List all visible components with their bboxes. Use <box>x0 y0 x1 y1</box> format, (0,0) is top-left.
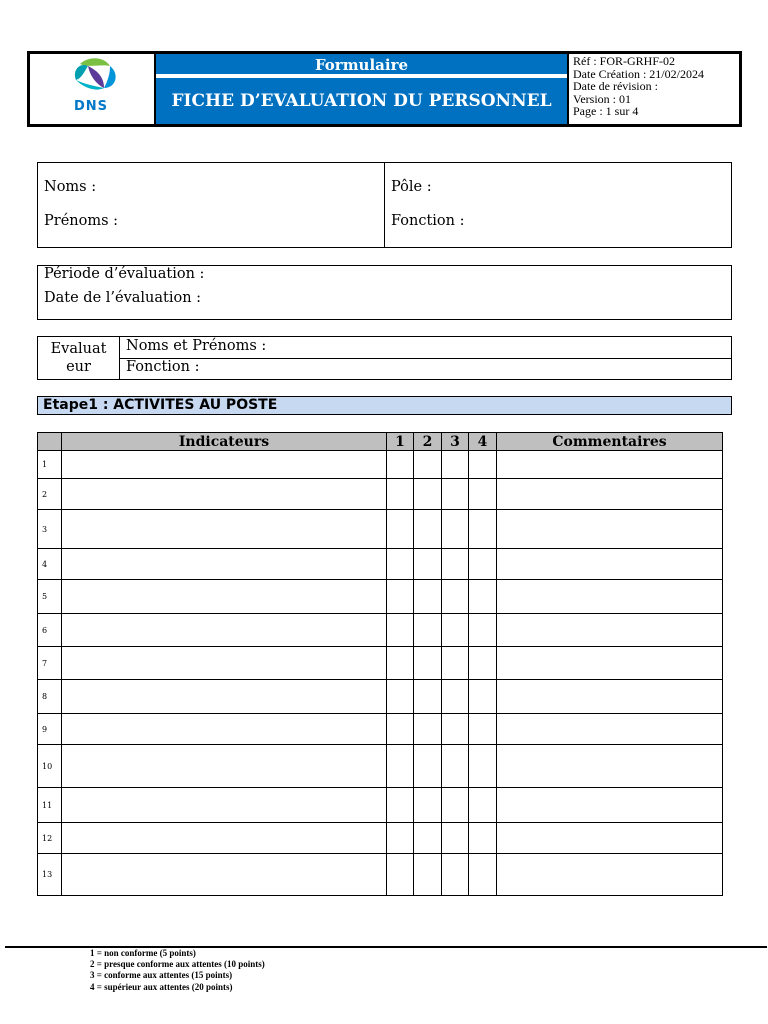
evaluator-box <box>37 336 732 380</box>
dns-logo-icon <box>70 58 120 92</box>
score-4-cell[interactable] <box>469 479 497 510</box>
evaluator-fonction-field[interactable]: Fonction : <box>126 359 200 375</box>
legend-item: 1 = non conforme (5 points) <box>90 948 196 958</box>
comment-cell[interactable] <box>497 451 723 479</box>
score-1-cell[interactable] <box>387 614 414 647</box>
score-1-cell[interactable] <box>387 854 414 896</box>
comment-cell[interactable] <box>497 479 723 510</box>
score-2-cell[interactable] <box>414 510 442 549</box>
form-header <box>27 51 742 127</box>
score-3-cell[interactable] <box>442 788 469 823</box>
divider <box>120 358 731 359</box>
table-row <box>38 714 723 745</box>
identity-box <box>37 162 732 248</box>
row-number: 4 <box>38 549 62 580</box>
row-number: 6 <box>38 614 62 647</box>
score-4-cell[interactable] <box>469 788 497 823</box>
comment-cell[interactable] <box>497 823 723 854</box>
indicator-cell[interactable] <box>62 451 387 479</box>
row-number: 2 <box>38 479 62 510</box>
score-3-cell[interactable] <box>442 647 469 680</box>
row-number: 1 <box>38 451 62 479</box>
score-2-cell[interactable] <box>414 714 442 745</box>
logo-text: DNS <box>74 99 109 114</box>
indicator-cell[interactable] <box>62 854 387 896</box>
score-2-cell[interactable] <box>414 823 442 854</box>
comments-header: Commentaires <box>497 433 723 451</box>
score-1-cell[interactable] <box>387 451 414 479</box>
score-4-cell[interactable] <box>469 451 497 479</box>
score-4-cell[interactable] <box>469 647 497 680</box>
score-4-header: 4 <box>469 433 497 451</box>
score-1-header: 1 <box>387 433 414 451</box>
indicator-cell[interactable] <box>62 823 387 854</box>
score-1-cell[interactable] <box>387 680 414 714</box>
score-4-cell[interactable] <box>469 549 497 580</box>
score-3-cell[interactable] <box>442 549 469 580</box>
table-header-row <box>38 433 723 451</box>
comment-cell[interactable] <box>497 714 723 745</box>
row-number: 13 <box>38 854 62 896</box>
comment-cell[interactable] <box>497 745 723 788</box>
score-3-cell[interactable] <box>442 451 469 479</box>
comment-cell[interactable] <box>497 510 723 549</box>
score-3-cell[interactable] <box>442 680 469 714</box>
revision-date: Date de révision : <box>573 79 658 93</box>
table-row <box>38 580 723 614</box>
score-1-cell[interactable] <box>387 647 414 680</box>
indicator-cell[interactable] <box>62 714 387 745</box>
fonction-field[interactable]: Fonction : <box>391 213 465 229</box>
score-2-cell[interactable] <box>414 580 442 614</box>
number-header <box>38 433 62 451</box>
table-row <box>38 854 723 896</box>
score-4-cell[interactable] <box>469 714 497 745</box>
row-number: 8 <box>38 680 62 714</box>
document-reference <box>571 55 741 123</box>
score-4-cell[interactable] <box>469 580 497 614</box>
score-2-header: 2 <box>414 433 442 451</box>
logo-cell <box>30 54 156 124</box>
indicator-cell[interactable] <box>62 647 387 680</box>
pole-field[interactable]: Pôle : <box>391 179 432 195</box>
score-1-cell[interactable] <box>387 580 414 614</box>
comment-cell[interactable] <box>497 680 723 714</box>
score-3-header: 3 <box>442 433 469 451</box>
comment-cell[interactable] <box>497 854 723 896</box>
page-number: Page : 1 sur 4 <box>573 104 639 118</box>
indicator-cell[interactable] <box>62 614 387 647</box>
score-2-cell[interactable] <box>414 614 442 647</box>
indicator-cell[interactable] <box>62 788 387 823</box>
evaluator-label: Evaluat eur <box>50 341 107 375</box>
score-2-cell[interactable] <box>414 788 442 823</box>
formulaire-label: Formulaire <box>156 54 567 76</box>
comment-cell[interactable] <box>497 549 723 580</box>
period-box <box>37 265 732 320</box>
score-1-cell[interactable] <box>387 714 414 745</box>
score-3-cell[interactable] <box>442 614 469 647</box>
date-evaluation-field[interactable]: Date de l’évaluation : <box>44 290 202 306</box>
evaluation-table <box>37 432 723 896</box>
divider <box>384 163 385 247</box>
row-number: 7 <box>38 647 62 680</box>
score-4-cell[interactable] <box>469 823 497 854</box>
score-2-cell[interactable] <box>414 451 442 479</box>
legend-item: 4 = supérieur aux attentes (20 points) <box>90 981 233 992</box>
version: Version : 01 <box>573 91 631 106</box>
evaluator-names-field[interactable]: Noms et Prénoms : <box>126 338 267 354</box>
comment-cell[interactable] <box>497 788 723 823</box>
score-1-cell[interactable] <box>387 510 414 549</box>
score-2-cell[interactable] <box>414 745 442 788</box>
table-row <box>38 788 723 823</box>
score-4-cell[interactable] <box>469 745 497 788</box>
comment-cell[interactable] <box>497 614 723 647</box>
score-4-cell[interactable] <box>469 510 497 549</box>
indicator-cell[interactable] <box>62 680 387 714</box>
score-3-cell[interactable] <box>442 510 469 549</box>
score-1-cell[interactable] <box>387 823 414 854</box>
title-cell <box>156 54 569 124</box>
row-number: 9 <box>38 714 62 745</box>
score-3-cell[interactable] <box>442 580 469 614</box>
score-3-cell[interactable] <box>442 854 469 896</box>
score-3-cell[interactable] <box>442 745 469 788</box>
legend-item: 2 = presque conforme aux attentes (10 points) <box>90 959 265 970</box>
indicator-cell[interactable] <box>62 479 387 510</box>
periode-field[interactable]: Période d’évaluation : <box>44 266 205 282</box>
score-4-cell[interactable] <box>469 614 497 647</box>
table-row <box>38 479 723 510</box>
score-3-cell[interactable] <box>442 714 469 745</box>
scoring-legend <box>90 948 265 993</box>
table-row <box>38 647 723 680</box>
score-2-cell[interactable] <box>414 680 442 714</box>
comment-cell[interactable] <box>497 580 723 614</box>
row-number: 5 <box>38 580 62 614</box>
indicators-header: Indicateurs <box>62 433 387 451</box>
step-title: Etape1 : ACTIVITES AU POSTE <box>37 396 732 415</box>
score-1-cell[interactable] <box>387 549 414 580</box>
row-number: 11 <box>38 788 62 823</box>
noms-field[interactable]: Noms : <box>44 179 97 195</box>
table-row <box>38 451 723 479</box>
comment-cell[interactable] <box>497 647 723 680</box>
table-row <box>38 549 723 580</box>
indicator-cell[interactable] <box>62 549 387 580</box>
table-row <box>38 680 723 714</box>
score-1-cell[interactable] <box>387 479 414 510</box>
legend-item: 3 = conforme aux attentes (15 points) <box>90 970 233 981</box>
score-1-cell[interactable] <box>387 745 414 788</box>
score-2-cell[interactable] <box>414 479 442 510</box>
row-number: 3 <box>38 510 62 549</box>
score-2-cell[interactable] <box>414 647 442 680</box>
reference-number: Réf : FOR-GRHF-02 <box>573 54 676 68</box>
score-1-cell[interactable] <box>387 788 414 823</box>
row-number: 10 <box>38 745 62 788</box>
score-3-cell[interactable] <box>442 823 469 854</box>
table-row <box>38 745 723 788</box>
row-number: 12 <box>38 823 62 854</box>
creation-date: Date Création : 21/02/2024 <box>573 66 704 81</box>
score-2-cell[interactable] <box>414 854 442 896</box>
table-row <box>38 510 723 549</box>
score-2-cell[interactable] <box>414 549 442 580</box>
prenoms-field[interactable]: Prénoms : <box>44 213 119 229</box>
form-title: FICHE D’EVALUATION DU PERSONNEL <box>156 78 567 124</box>
table-row <box>38 614 723 647</box>
score-4-cell[interactable] <box>469 854 497 896</box>
indicator-cell[interactable] <box>62 745 387 788</box>
score-3-cell[interactable] <box>442 479 469 510</box>
indicator-cell[interactable] <box>62 580 387 614</box>
indicator-cell[interactable] <box>62 510 387 549</box>
score-4-cell[interactable] <box>469 680 497 714</box>
table-row <box>38 823 723 854</box>
